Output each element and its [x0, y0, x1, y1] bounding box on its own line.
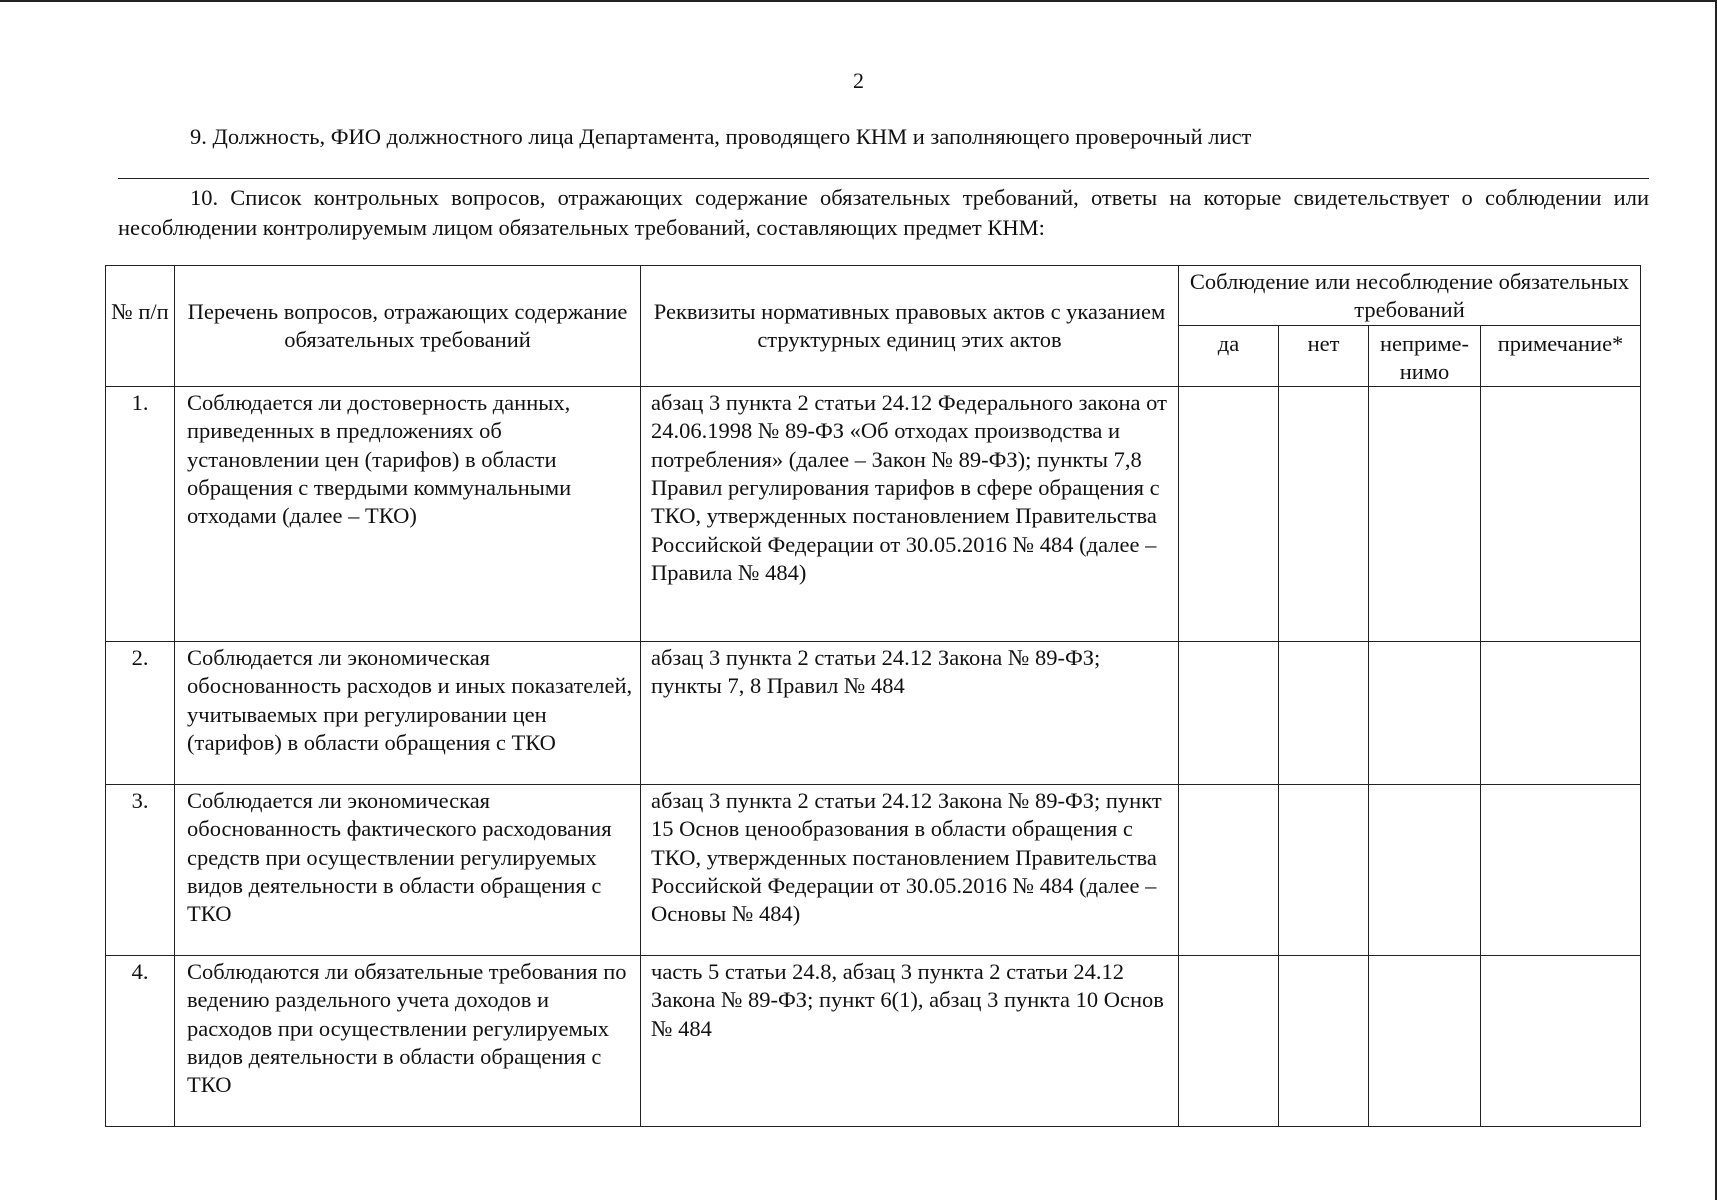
cell-not-applicable[interactable]: [1369, 387, 1481, 642]
cell-note[interactable]: [1481, 387, 1641, 642]
header-reference: Реквизиты нормативных правовых актов с указанием структурных единиц этих актов: [641, 266, 1179, 387]
row-number: 4.: [106, 956, 175, 1127]
header-compliance: Соблюдение или несоблюдение обязательных требований: [1179, 266, 1641, 326]
row-number: 1.: [106, 387, 175, 642]
cell-no[interactable]: [1279, 785, 1369, 956]
header-yes: да: [1179, 325, 1279, 387]
cell-note[interactable]: [1481, 785, 1641, 956]
row-number: 3.: [106, 785, 175, 956]
cell-note[interactable]: [1481, 642, 1641, 785]
row-question: Соблюдается ли достоверность данных, приведенных в предложениях об установлении цен (тарифов) в области обращения с твердыми коммунальными отходами (далее – ТКО): [175, 387, 641, 642]
table-row: [106, 642, 1641, 785]
checklist-table: [105, 265, 1641, 1127]
header-note: примечание*: [1481, 325, 1641, 387]
cell-no[interactable]: [1279, 387, 1369, 642]
header-row-1: [106, 266, 1641, 326]
cell-yes[interactable]: [1179, 642, 1279, 785]
header-question: Перечень вопросов, отражающих содержание обязательных требований: [175, 266, 641, 387]
row-question: Соблюдаются ли обязательные требования по ведению раздельного учета доходов и расходов при осуществлении регулируемых видов деятельности в области обращения с ТКО: [175, 956, 641, 1127]
signature-fill-line: [118, 178, 1649, 179]
cell-note[interactable]: [1481, 956, 1641, 1127]
header-no: нет: [1279, 325, 1369, 387]
table-row: [106, 387, 1641, 642]
page-number: 2: [853, 68, 864, 93]
item-9-inspector-position: 9. Должность, ФИО должностного лица Департамента, проводящего КНМ и заполняющего проверочный лист: [190, 124, 1252, 149]
cell-yes[interactable]: [1179, 956, 1279, 1127]
item-10-intro-paragraph: 10. Список контрольных вопросов, отражающих содержание обязательных требований, ответы на которые свидетельствует о соблюдении или несоблюдении контролируемым лицом обязательных требований, составляющих предмет КНМ:: [118, 185, 1649, 240]
cell-yes[interactable]: [1179, 785, 1279, 956]
row-number: 2.: [106, 642, 175, 785]
row-question: Соблюдается ли экономическая обоснованность фактического расходования средств при осуществлении регулируемых видов деятельности в области обращения с ТКО: [175, 785, 641, 956]
header-num: № п/п: [106, 266, 175, 387]
row-reference: абзац 3 пункта 2 статьи 24.12 Закона № 89-ФЗ; пункты 7, 8 Правил № 484: [641, 642, 1179, 785]
row-reference: абзац 3 пункта 2 статьи 24.12 Закона № 89-ФЗ; пункт 15 Основ ценообразования в области обращения с ТКО, утвержденных постановлением Правительства Российской Федерации от 30.05.2016 № 484 (далее – Основы № 484): [641, 785, 1179, 956]
row-reference: часть 5 статьи 24.8, абзац 3 пункта 2 статьи 24.12 Закона № 89-ФЗ; пункт 6(1), абзац 3 пункта 10 Основ № 484: [641, 956, 1179, 1127]
table-row: [106, 785, 1641, 956]
row-reference: абзац 3 пункта 2 статьи 24.12 Федерального закона от 24.06.1998 № 89-ФЗ «Об отходах производства и потребления» (далее – Закон № 89-ФЗ); пункты 7,8 Правил регулирования тарифов в сфере обращения с ТКО, утвержденных постановлением Правительства Российской Федерации от 30.05.2016 № 484 (далее – Правила № 484): [641, 387, 1179, 642]
header-not-applicable: неприме-нимо: [1369, 325, 1481, 387]
cell-not-applicable[interactable]: [1369, 956, 1481, 1127]
cell-yes[interactable]: [1179, 387, 1279, 642]
cell-not-applicable[interactable]: [1369, 642, 1481, 785]
table-row: [106, 956, 1641, 1127]
cell-no[interactable]: [1279, 956, 1369, 1127]
cell-not-applicable[interactable]: [1369, 785, 1481, 956]
cell-no[interactable]: [1279, 642, 1369, 785]
row-question: Соблюдается ли экономическая обоснованность расходов и иных показателей, учитываемых при регулировании цен (тарифов) в области обращения с ТКО: [175, 642, 641, 785]
